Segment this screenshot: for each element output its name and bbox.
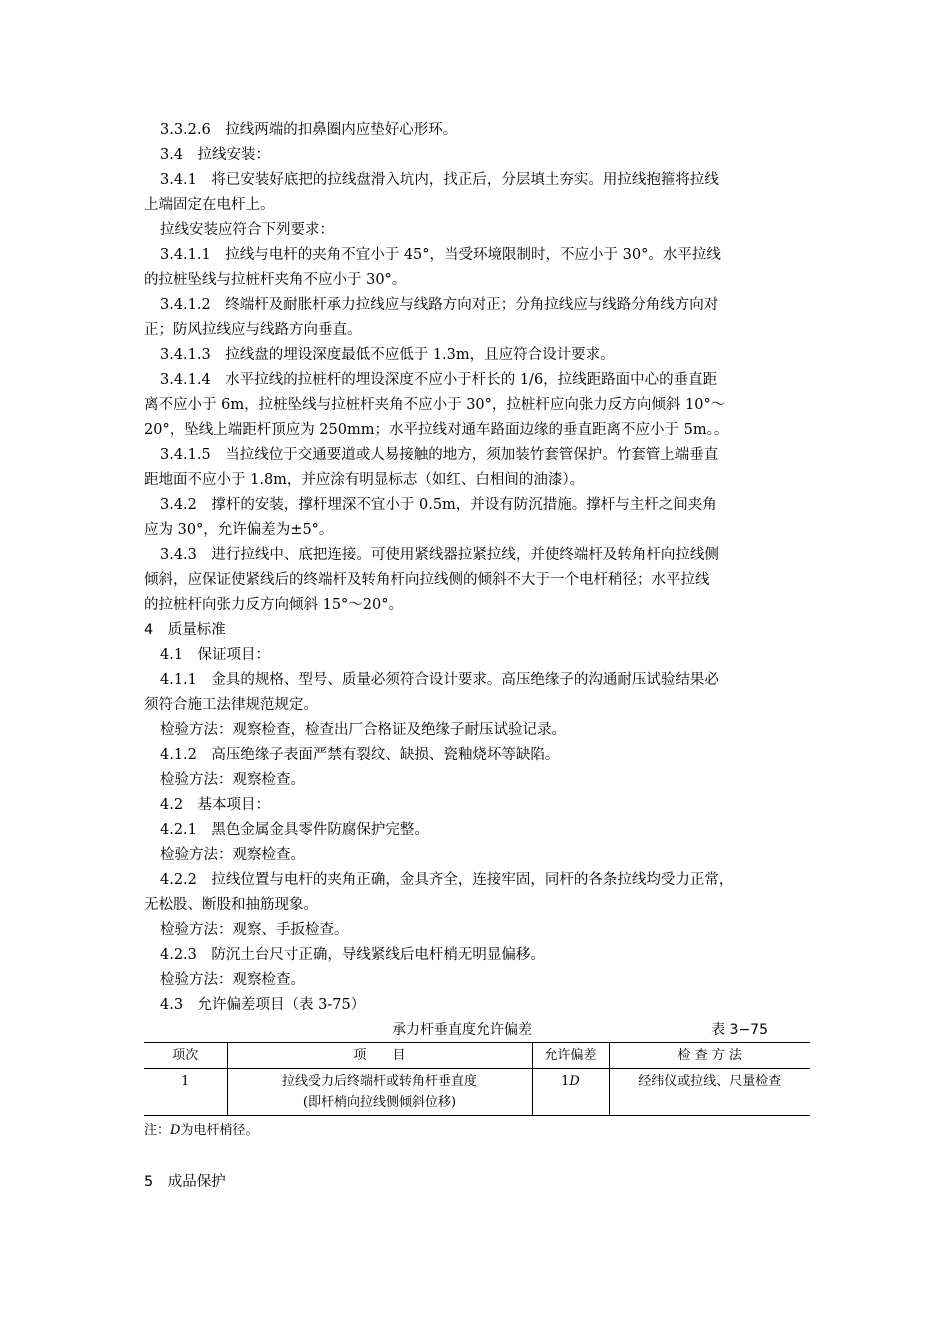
table-header-row xyxy=(144,1043,810,1069)
text-line: 3.4.2 撑杆的安装，撑杆埋深不宜小于 0.5m，并设有防沉措施。撑杆与主杆之间夹角 xyxy=(160,497,717,513)
text-line: 3.4.1.5 当拉线位于交通要道或人易接触的地方，须加装竹套管保护。竹套管上端垂直 xyxy=(160,447,719,463)
text-line: 3.4.3 进行拉线中、底把连接。可使用紧线器拉紧拉线，并使终端杆及转角杆向拉线侧 xyxy=(160,547,719,563)
text-line: 拉线安装应符合下列要求： xyxy=(160,222,334,238)
table-number: 表 3−75 xyxy=(711,1022,768,1038)
text-line: 3.4.1.1 拉线与电杆的夹角不宜小于 45°，当受环境限制时，不应小于 30°。水平拉线 xyxy=(160,247,721,263)
text-line: 的拉桩杆向张力反方向倾斜 15°～20°。 xyxy=(144,597,404,613)
note-variable: D xyxy=(170,1123,181,1138)
cell-index: 1 xyxy=(181,1074,190,1089)
text-line: 3.4 拉线安装： xyxy=(160,147,271,163)
cell-item xyxy=(227,1069,532,1116)
text-line: 3.4.1 将已安装好底把的拉线盘滑入坑内，找正后，分层填土夯实。用拉线抱箍将拉线 xyxy=(160,172,719,188)
tolerance-number: 1 xyxy=(561,1074,570,1089)
section-heading: 4 质量标准 xyxy=(144,622,226,638)
text-line: 正；防风拉线应与线路方向垂直。 xyxy=(144,322,362,338)
header-index: 项次 xyxy=(172,1048,199,1063)
text-line: 4.1.2 高压绝缘子表面严禁有裂纹、缺损、瓷釉烧坏等缺陷。 xyxy=(160,747,560,763)
text-line: 4.2.3 防沉土台尺寸正确，导线紧线后电杆梢无明显偏移。 xyxy=(160,947,545,963)
text-line: 4.2.1 黑色金属金具零件防腐保护完整。 xyxy=(160,822,429,838)
text-line: 3.4.1.4 水平拉线的拉桩杆的埋设深度不应小于杆长的 1/6，拉线距路面中心的垂直距 xyxy=(160,372,718,388)
text-line: 3.3.2.6 拉线两端的扣鼻圈内应垫好心形环。 xyxy=(160,122,458,138)
table-row xyxy=(144,1069,810,1116)
text-line: 倾斜，应保证使紧线后的终端杆及转角杆向拉线侧的倾斜不大于一个电杆稍径；水平拉线 xyxy=(144,572,710,588)
text-line: 4.3 允许偏差项目（表 3-75） xyxy=(160,997,366,1013)
note-text: 为电杆梢径。 xyxy=(180,1123,259,1138)
note-prefix: 注： xyxy=(144,1123,171,1138)
text-line: 无松股、断股和抽筋现象。 xyxy=(144,897,318,913)
text-line: 4.1 保证项目： xyxy=(160,647,271,663)
table-caption xyxy=(144,1018,810,1042)
text-line: 检验方法：观察检查。 xyxy=(160,847,305,863)
text-line: 检验方法：观察检查。 xyxy=(160,972,305,988)
spacer xyxy=(144,1142,810,1170)
text-line: 20°，坠线上端距杆顶应为 250mm；水平拉线对通车路面边缘的垂直距离不应小于 5m。。 xyxy=(144,422,729,438)
text-line: 检验方法：观察、手扳检查。 xyxy=(160,922,349,938)
body-text xyxy=(144,118,810,1018)
text-line: 3.4.1.3 拉线盘的埋设深度最低不应低于 1.3m，且应符合设计要求。 xyxy=(160,347,615,363)
text-line: 的拉桩坠线与拉桩杆夹角不应小于 30°。 xyxy=(144,272,407,288)
text-line: 距地面不应小于 1.8m，并应涂有明显标志（如红、白相间的油漆）。 xyxy=(144,472,585,488)
table-note xyxy=(144,1120,810,1142)
text-line: 上端固定在电杆上。 xyxy=(144,197,275,213)
text-line: 3.4.1.2 终端杆及耐胀杆承力拉线应与线路方向对正；分角拉线应与线路分角线方向对 xyxy=(160,297,719,313)
cell-tolerance xyxy=(532,1069,609,1116)
text-line: 4.2.2 拉线位置与电杆的夹角正确，金具齐全，连接牢固，同杆的各条拉线均受力正常， xyxy=(160,872,734,888)
document-page xyxy=(144,118,810,1195)
tolerance-variable: D xyxy=(569,1074,580,1089)
text-line: 须符合施工法律规范规定。 xyxy=(144,697,318,713)
text-line: 4.2 基本项目： xyxy=(160,797,271,813)
table-title: 承力杆垂直度允许偏差 xyxy=(392,1022,532,1038)
header-method: 检 查 方 法 xyxy=(609,1043,810,1069)
cell-method: 经纬仪或拉线、尺量检查 xyxy=(609,1069,810,1116)
text-line: 4.1.1 金具的规格、型号、质量必须符合设计要求。高压绝缘子的沟通耐压试验结果必 xyxy=(160,672,719,688)
text-line: 检验方法：观察检查。 xyxy=(160,772,305,788)
text-line: 检验方法：观察检查，检查出厂合格证及绝缘子耐压试验记录。 xyxy=(160,722,566,738)
cell-item-line2: (即杆梢向拉线侧倾斜位移) xyxy=(302,1095,457,1110)
tolerance-table xyxy=(144,1042,810,1116)
text-line: 应为 30°，允许偏差为±5°。 xyxy=(144,522,334,538)
text-line: 离不应小于 6m，拉桩坠线与拉桩杆夹角不应小于 30°，拉桩杆应向张力反方向倾斜 10°～ xyxy=(144,397,726,413)
header-tolerance: 允许偏差 xyxy=(532,1043,609,1069)
header-item: 项 目 xyxy=(227,1043,532,1069)
cell-item-line1: 拉线受力后终端杆或转角杆垂直度 xyxy=(281,1074,477,1089)
section-heading-5: 5 成品保护 xyxy=(144,1174,226,1190)
